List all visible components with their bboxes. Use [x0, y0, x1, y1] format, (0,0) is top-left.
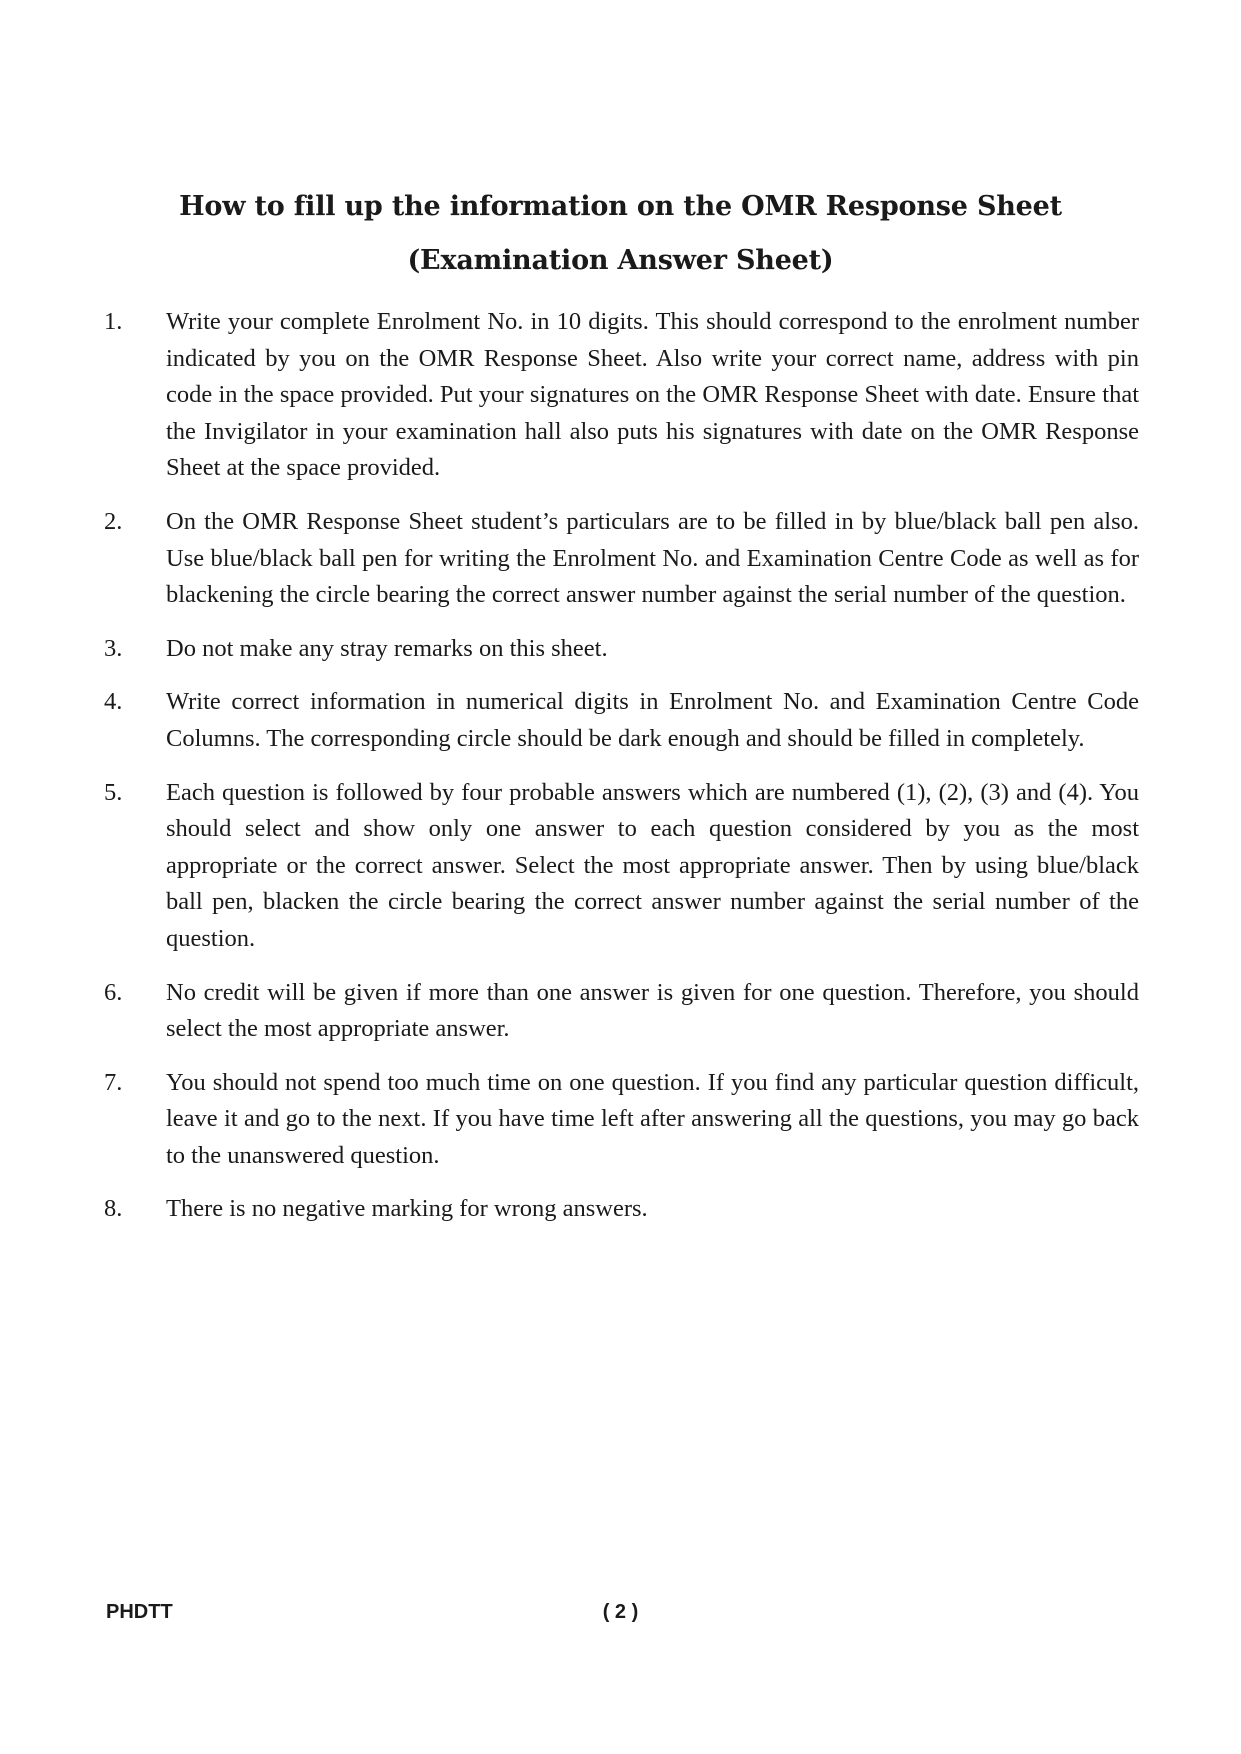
- instruction-number: 5.: [104, 778, 123, 806]
- footer-paper-code: PHDTT: [106, 1601, 173, 1623]
- instruction-item: [104, 775, 1139, 958]
- instruction-text: Each question is followed by four probable answers which are numbered (1), (2), (3) and (4). You should select and show only one answer to each question considered by you as the most appropriate or the correct answer. Select the most appropriate answer. Then by using blue/black ball pen, blacken the circle bearing the correct answer number against the serial number of the question.: [166, 778, 1139, 952]
- instruction-number: 2.: [104, 507, 123, 535]
- instruction-text: Do not make any stray remarks on this sheet.: [166, 634, 608, 662]
- page-subtitle: (Examination Answer Sheet): [407, 245, 834, 276]
- instruction-text: You should not spend too much time on one question. If you find any particular question difficult, leave it and go to the next. If you have time left after answering all the questions, you may go back to the unanswered question.: [166, 1068, 1139, 1169]
- instruction-item: [104, 684, 1139, 757]
- instruction-text: On the OMR Response Sheet student’s particulars are to be filled in by blue/black ball pen also. Use blue/black ball pen for writing the Enrolment No. and Examination Centre Code as well as for blackening the circle bearing the correct answer number against the serial number of the question.: [166, 507, 1139, 609]
- instruction-number: 3.: [104, 634, 123, 662]
- instruction-number: 4.: [104, 688, 123, 716]
- instruction-number: 8.: [104, 1195, 123, 1223]
- instruction-number: 7.: [104, 1068, 123, 1096]
- instruction-item: [104, 504, 1139, 614]
- instruction-number: 6.: [104, 978, 123, 1006]
- instruction-number: 1.: [104, 308, 123, 335]
- instruction-item: [104, 304, 1139, 487]
- instruction-item: [104, 1065, 1139, 1175]
- page-title: How to fill up the information on the OMR Response Sheet: [179, 191, 1062, 222]
- instruction-text: Write correct information in numerical digits in Enrolment No. and Examination Centre Code Columns. The corresponding circle should be dark enough and should be filled in completely.: [166, 688, 1139, 752]
- instruction-item: [104, 631, 1139, 668]
- instruction-text: No credit will be given if more than one answer is given for one question. Therefore, you should select the most appropriate answer.: [166, 978, 1139, 1043]
- instruction-item: [104, 975, 1139, 1048]
- instruction-list: [104, 304, 1139, 1245]
- instruction-text: Write your complete Enrolment No. in 10 digits. This should correspond to the enrolment number indicated by you on the OMR Response Sheet. Also write your correct name, address with pin code in the space provided. Put your signatures on the OMR Response Sheet with date. Ensure that the Invigilator in your examination hall also puts his signatures with date on the OMR Response Sheet at the space provided.: [166, 308, 1139, 482]
- footer-page-number: ( 2 ): [602, 1601, 639, 1623]
- instruction-text: There is no negative marking for wrong answers.: [166, 1195, 648, 1223]
- instruction-item: [104, 1191, 1139, 1228]
